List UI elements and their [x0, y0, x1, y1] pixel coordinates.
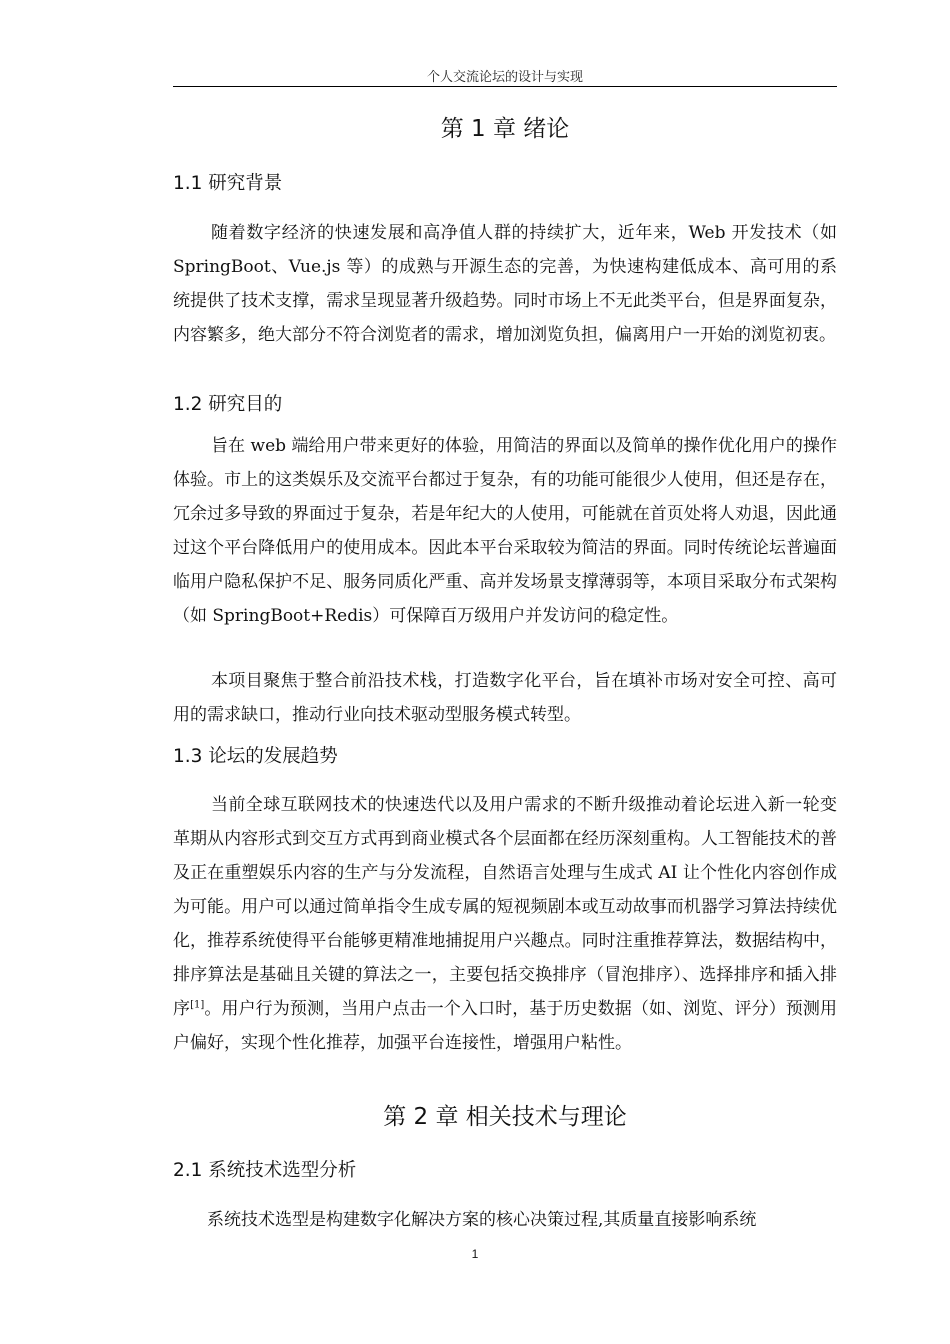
- running-header: 个人交流论坛的设计与实现: [426, 70, 583, 85]
- section-2-1-title: 2.1 系统技术选型分析: [173, 1160, 357, 1181]
- section-1-2-paragraph-1: 旨在 web 端给用户带来更好的体验，用简洁的界面以及简单的操作优化用户的操作体验。市上的这类娱乐及交流平台都过于复杂，有的功能可能很少人使用，但还是存在，冗余过多导致的界面过于复杂，若是年纪大的人使用，可能就在首页处将人劝退，因此通过这个平台降低用户的使用成本。因此本平台采取较为简洁的界面。同时传统论坛普遍面临用户隐私保护不足、服务同质化严重、高并发场景支撑薄弱等，本项目采取分布式架构（如 SpringBoot+Redis）可保障百万级用户并发访问的稳定性。: [173, 436, 837, 626]
- section-2-1-paragraph: 系统技术选型是构建数字化解决方案的核心决策过程,其质量直接影响系统: [207, 1210, 757, 1230]
- section-1-3-text-part-1: 当前全球互联网技术的快速迭代以及用户需求的不断升级推动着论坛进入新一轮变革期从内容形式到交互方式再到商业模式各个层面都在经历深刻重构。人工智能技术的普及正在重塑娱乐内容的生产与分发流程，自然语言处理与生成式 AI 让个性化内容创作成为可能。用户可以通过简单指令生成专属的短视频剧本或互动故事而机器学习算法持续优化，推荐系统使得平台能够更精准地捕捉用户兴趣点。同时注重推荐算法，数据结构中，排序算法是基础且关键的算法之一，主要包括交换排序（冒泡排序）、选择排序和插入排序: [173, 795, 837, 1019]
- page-number: 1: [471, 1247, 479, 1261]
- reference-mark: [1]: [190, 999, 205, 1011]
- section-1-1-paragraph: 随着数字经济的快速发展和高净值人群的持续扩大，近年来，Web 开发技术（如 SpringBoot、Vue.js 等）的成熟与开源生态的完善，为快速构建低成本、高可用的系统提供了技术支撑，需求呈现显著升级趋势。同时市场上不无此类平台，但是界面复杂，内容繁多，绝大部分不符合浏览者的需求，增加浏览负担，偏离用户一开始的浏览初衷。: [173, 223, 837, 345]
- section-1-2-title: 1.2 研究目的: [173, 394, 283, 415]
- chapter-2-title: 第 2 章 相关技术与理论: [383, 1104, 627, 1130]
- section-1-1-title: 1.1 研究背景: [173, 173, 283, 194]
- section-1-3-paragraph: [173, 788, 837, 1060]
- chapter-1-title: 第 1 章 绪论: [440, 116, 570, 142]
- section-1-3-title: 1.3 论坛的发展趋势: [173, 746, 338, 767]
- section-1-3-text-part-2: 。用户行为预测，当用户点击一个入口时，基于历史数据（如、浏览、评分）预测用户偏好，实现个性化推荐，加强平台连接性，增强用户粘性。: [173, 999, 838, 1053]
- header-rule: [173, 86, 837, 87]
- section-1-2-paragraph-2: 本项目聚焦于整合前沿技术栈，打造数字化平台，旨在填补市场对安全可控、高可用的需求缺口，推动行业向技术驱动型服务模式转型。: [173, 671, 837, 725]
